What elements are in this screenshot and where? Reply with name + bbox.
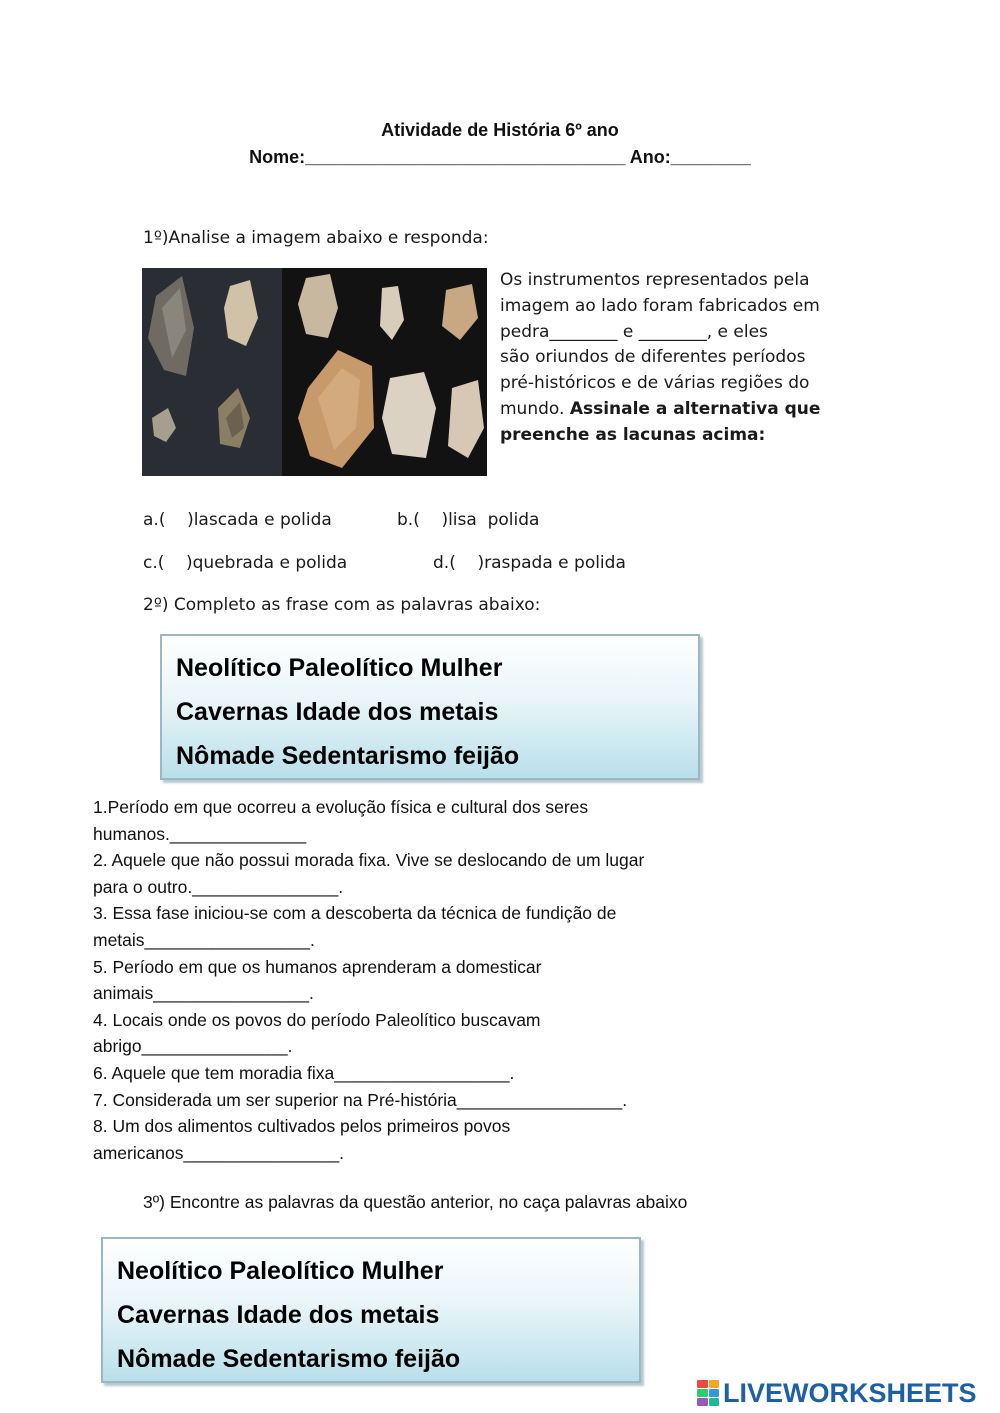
q1-text-line: imagem ao lado foram fabricados em	[500, 295, 820, 316]
q2-prompt: 2º) Completo as frase com as palavras abaixo:	[143, 595, 541, 615]
q2-item-line: humanos.______________	[93, 823, 307, 844]
q1-option-b[interactable]: b.( )lisa polida	[397, 510, 540, 530]
q1-text-line	[500, 397, 860, 423]
q2-item-line: animais________________.	[93, 983, 314, 1004]
word-bank-line: Nômade Sedentarismo feijão	[117, 1345, 461, 1373]
q1-text-line: pré-históricos e de várias regiões do	[500, 373, 810, 394]
q2-item-line: para o outro._______________.	[93, 876, 344, 897]
stone-tools-photo	[142, 268, 487, 476]
q2-item-line: americanos________________.	[93, 1142, 345, 1163]
q3-word-bank	[101, 1237, 641, 1383]
q2-item-line: 5. Período em que os humanos aprenderam a domesticar	[93, 956, 542, 977]
q1-text-line: são oriundos de diferentes períodos	[500, 347, 806, 368]
q2-item-line: abrigo_______________.	[93, 1036, 293, 1057]
q1-text-line: pedra________ e ________, e eles	[500, 321, 768, 342]
q1-instruction-bold: Assinale a alternativa que	[569, 398, 821, 419]
q1-text-line	[500, 423, 860, 449]
word-bank-line: Cavernas Idade dos metais	[117, 1301, 440, 1329]
q2-item-line: 2. Aquele que não possui morada fixa. Vive se deslocando de um lugar	[93, 850, 645, 871]
q1-option-a[interactable]: a.( )lascada e polida	[143, 510, 332, 530]
word-bank-line: Cavernas Idade dos metais	[176, 698, 499, 726]
q1-statement	[500, 268, 860, 449]
q1-text-plain: mundo.	[500, 398, 570, 419]
liveworksheets-logo-text: LIVEWORKSHEETS	[723, 1377, 977, 1408]
q2-item-line: 1.Período em que ocorreu a evolução física e cultural dos seres	[93, 797, 589, 817]
q2-item-line: 3. Essa fase iniciou-se com a descoberta da técnica de fundição de	[93, 903, 617, 924]
q3-prompt: 3º) Encontre as palavras da questão anterior, no caça palavras abaixo	[143, 1192, 688, 1212]
word-bank-line: Nômade Sedentarismo feijão	[176, 742, 520, 770]
q1-text-line: Os instrumentos representados pela	[500, 270, 810, 290]
q2-item-line: 6. Aquele que tem moradia fixa__________________.	[93, 1062, 515, 1083]
q2-items	[93, 794, 773, 1166]
q1-prompt: 1º)Analise a imagem abaixo e responda:	[143, 228, 489, 248]
q2-item-line: 4. Locais onde os povos do período Paleolítico buscavam	[93, 1009, 541, 1030]
q1-instruction-bold: preenche as lacunas acima:	[500, 424, 766, 445]
q1-option-c[interactable]: c.( )quebrada e polida	[143, 553, 348, 573]
q2-word-bank	[160, 634, 700, 780]
q2-item-line: metais_________________.	[93, 929, 315, 950]
word-bank-line: Neolítico Paleolítico Mulher	[117, 1257, 444, 1285]
worksheet-title: Atividade de História 6º ano	[381, 120, 619, 140]
liveworksheets-logo-icon	[697, 1380, 719, 1406]
word-bank-line: Neolítico Paleolítico Mulher	[176, 654, 503, 682]
q1-option-d[interactable]: d.( )raspada e polida	[433, 553, 626, 573]
name-line: Nome:________________________________ Ano:________	[249, 147, 751, 167]
liveworksheets-logo	[697, 1378, 977, 1408]
q2-item-line: 8. Um dos alimentos cultivados pelos primeiros povos	[93, 1116, 511, 1137]
q2-item-line: 7. Considerada um ser superior na Pré-história_________________.	[93, 1089, 628, 1110]
